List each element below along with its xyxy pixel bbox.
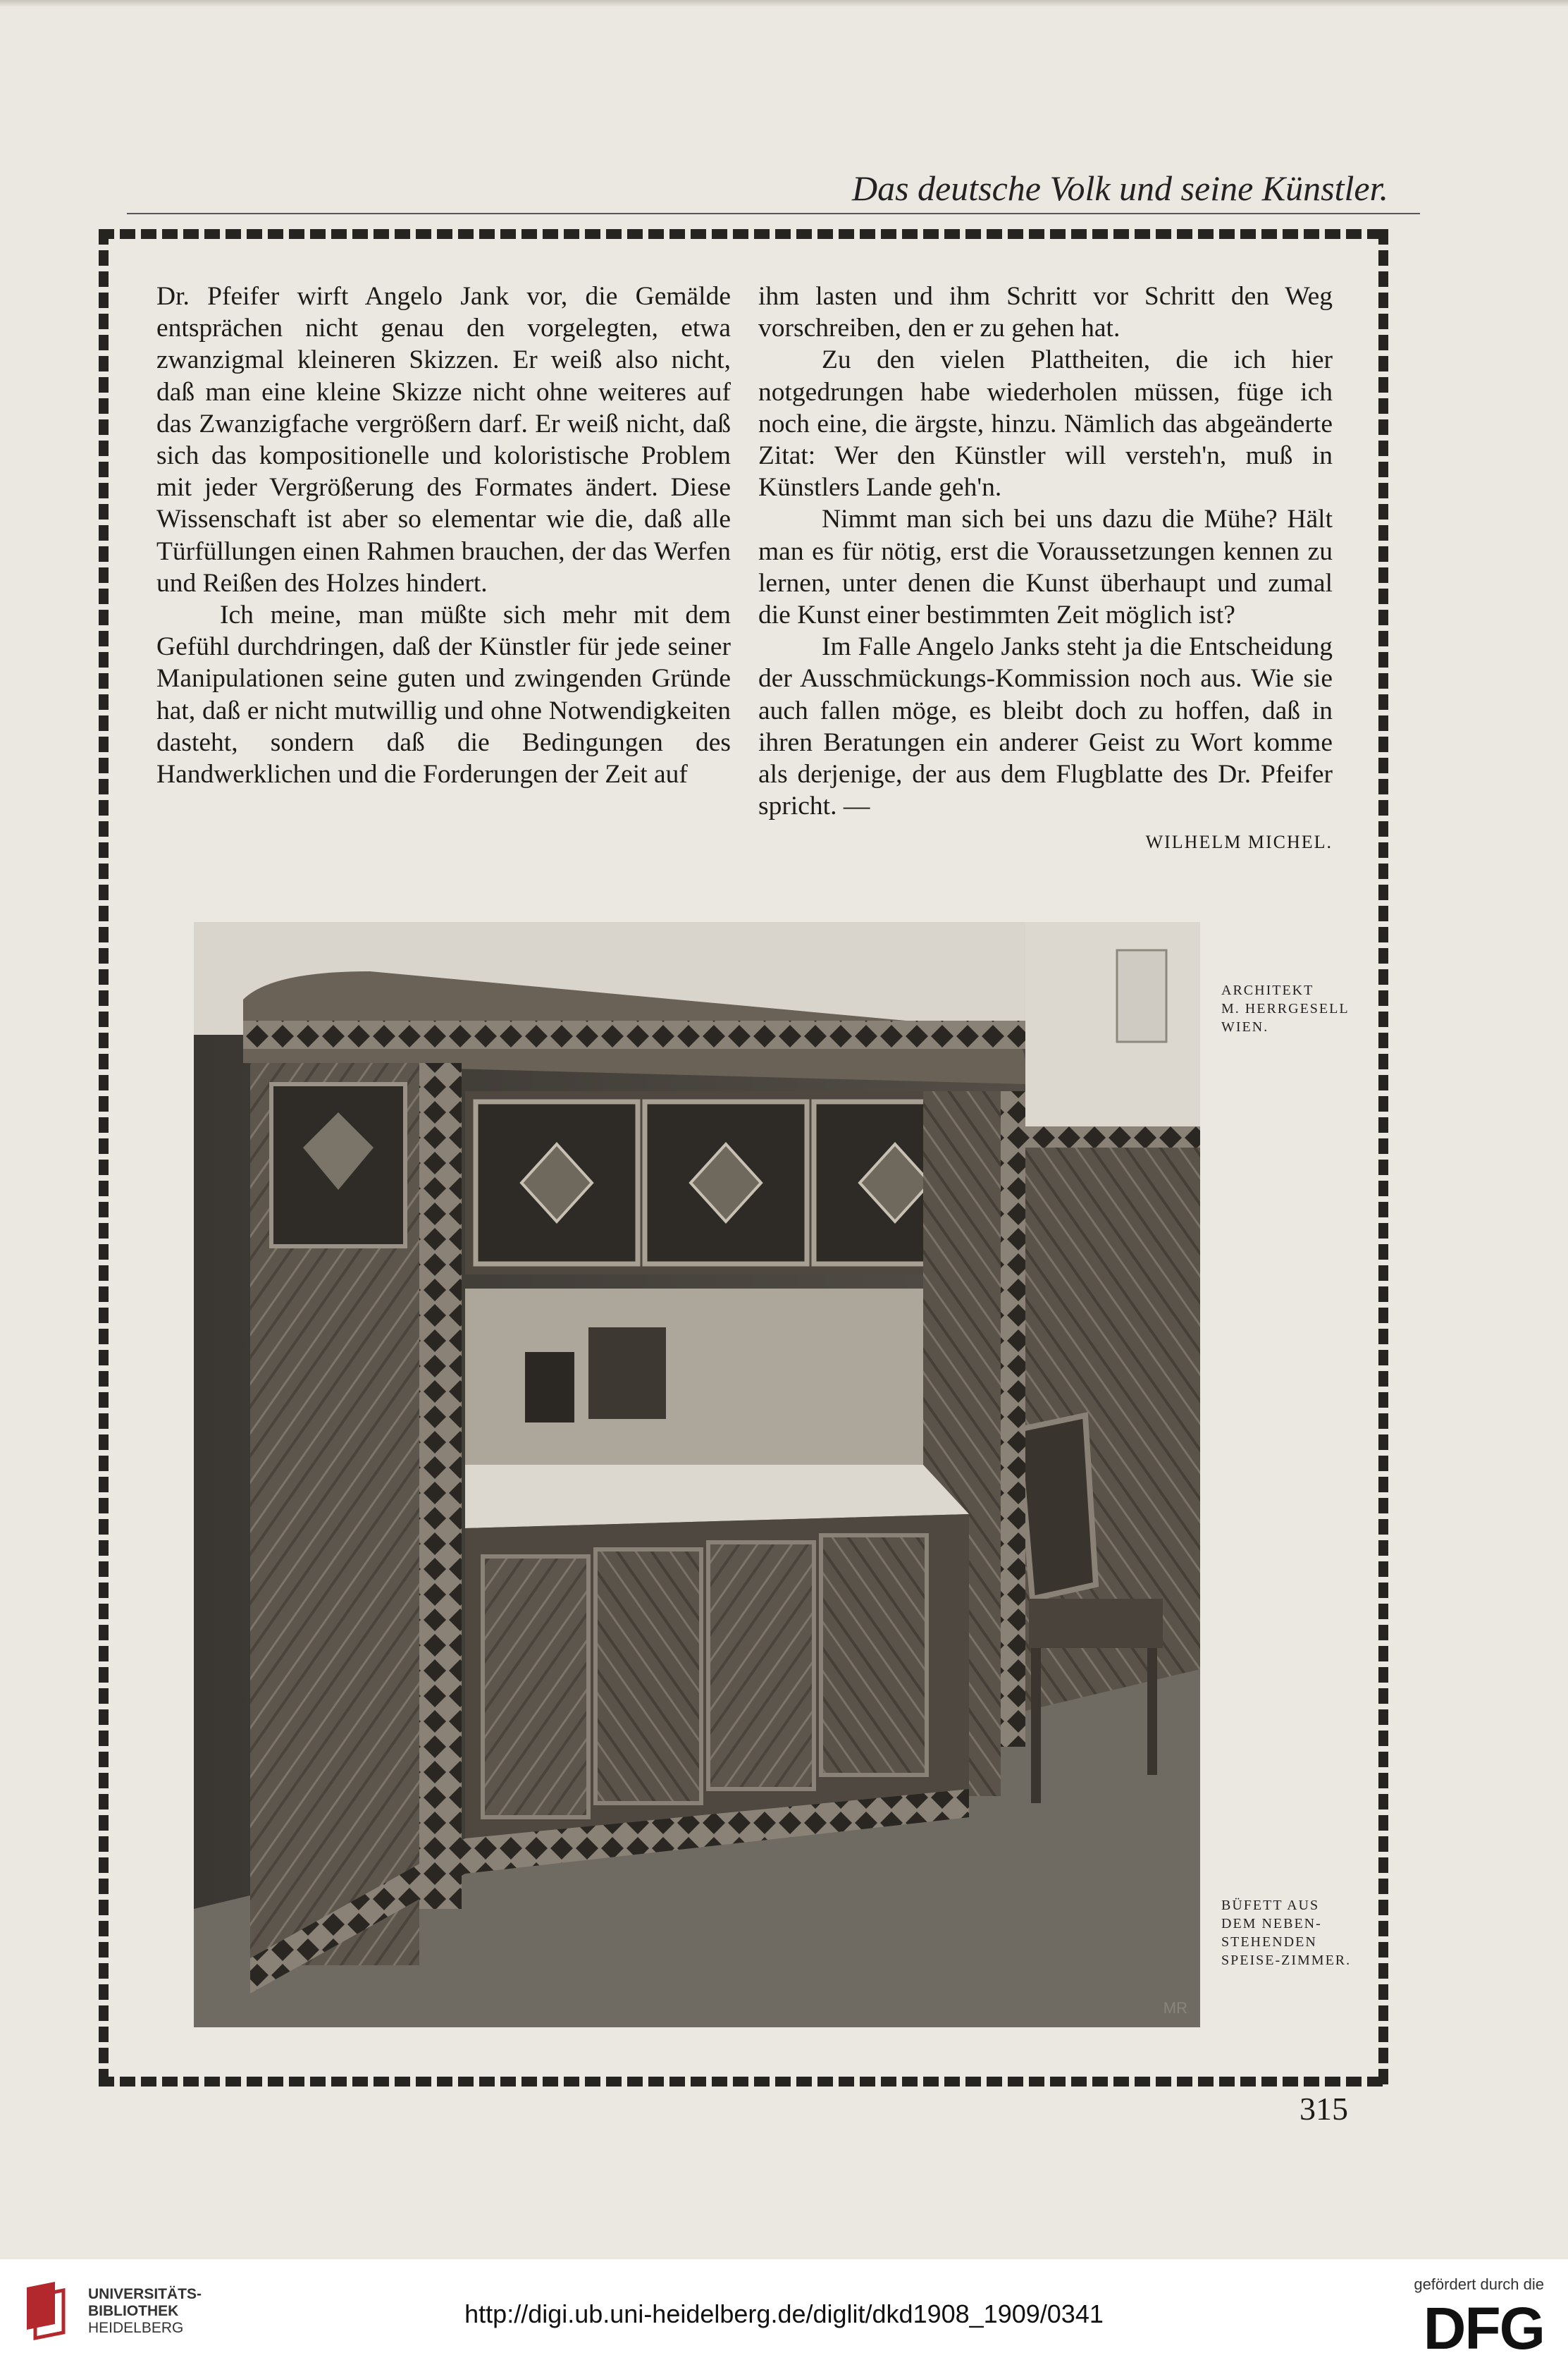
architect-caption xyxy=(1221,981,1350,1036)
logo-line: UNIVERSITÄTS- xyxy=(88,2286,202,2302)
paragraph: Nimmt man sich bei uns dazu die Mühe? Hält man es für nötig, erst die Voraussetzungen kennen zu lernen, unter denen die Kunst überhaupt und zumal die Kunst einer bestimmten Zeit möglich ist? xyxy=(758,505,1333,630)
text-column-left xyxy=(156,281,731,790)
photo-caption xyxy=(1221,1896,1351,1970)
dfg-logo: DFG xyxy=(1423,2295,1544,2361)
border-bottom xyxy=(99,2077,1388,2087)
caption-line: M. HERRGESELL xyxy=(1221,1001,1350,1016)
border-top xyxy=(99,229,1388,239)
caption-line: STEHENDEN xyxy=(1221,1934,1317,1950)
caption-line: WIEN. xyxy=(1221,1019,1269,1035)
caption-line: DEM NEBEN- xyxy=(1221,1916,1322,1931)
archive-url-link[interactable]: http://digi.ub.uni-heidelberg.de/diglit/dkd1908_1909/0341 xyxy=(464,2299,1104,2328)
text-column-right xyxy=(758,281,1333,859)
caption-line: ARCHITEKT xyxy=(1221,983,1314,998)
paragraph: Im Falle Angelo Janks steht ja die Entscheidung der Ausschmückungs-Kommission noch aus. Wie sie auch fallen möge, es bleibt doch zu hoffen, daß in ihren Beratungen ein anderer Geist zu Wort komme als derjenige, der aus dem Flugblatte des Dr. Pfeifer spricht. — xyxy=(758,632,1333,821)
paragraph: Zu den vielen Plattheiten, die ich hier notgedrungen habe wiederholen müssen, füge ich noch eine, die ärgste, hinzu. Nämlich das abgeänderte Zitat: Wer den Künstler will versteh'n, muß in Künstlers Lande geh'n. xyxy=(758,345,1333,503)
border-left xyxy=(99,229,109,2087)
funding-label: gefördert durch die xyxy=(1414,2275,1544,2293)
caption-line: SPEISE-ZIMMER. xyxy=(1221,1953,1352,1968)
running-header: Das deutsche Volk und seine Künstler. xyxy=(851,168,1388,208)
logo-line: BIBLIOTHEK xyxy=(88,2303,179,2319)
buffet-photograph xyxy=(194,922,1200,2027)
logo-line: HEIDELBERG xyxy=(88,2320,184,2336)
paragraph: Dr. Pfeifer wirft Angelo Jank vor, die Gemälde entsprächen nicht genau den vorgelegten, etwa zwanzigmal kleineren Skizzen. Er weiß also nicht, daß man eine kleine Skizze nicht ohne weiteres auf das Zwanzigfache vergrößern darf. Er weiß nicht, daß sich das kompositionelle und koloristische Problem mit jeder Vergrößerung des Formates ändert. Diese Wissenschaft ist aber so elementar wie die, daß alle Türfüllungen einen Rahmen brauchen, der das Werfen und Reißen des Holzes hindert. xyxy=(156,282,731,598)
author-signature: WILHELM MICHEL. xyxy=(1145,832,1333,853)
page-number: 315 xyxy=(1300,2091,1348,2127)
scan-edge xyxy=(0,0,1568,7)
paragraph: Ich meine, man müßte sich mehr mit dem Gefühl durchdringen, daß der Künstler für jede seiner Manipulationen seine guten und zwingenden Gründe hat, daß er nicht mutwillig und ohne Notwendigkeiten dasteht, sondern daß die Bedingungen des Handwerklichen und die Forderungen der Zeit auf xyxy=(156,601,731,789)
border-right xyxy=(1378,229,1388,2087)
photo-monogram: MR xyxy=(1163,1999,1187,2017)
header-rule xyxy=(127,213,1420,214)
paragraph: ihm lasten und ihm Schritt vor Schritt den Weg vorschreiben, den er zu gehen hat. xyxy=(758,282,1333,343)
caption-line: BÜFETT AUS xyxy=(1221,1898,1320,1913)
